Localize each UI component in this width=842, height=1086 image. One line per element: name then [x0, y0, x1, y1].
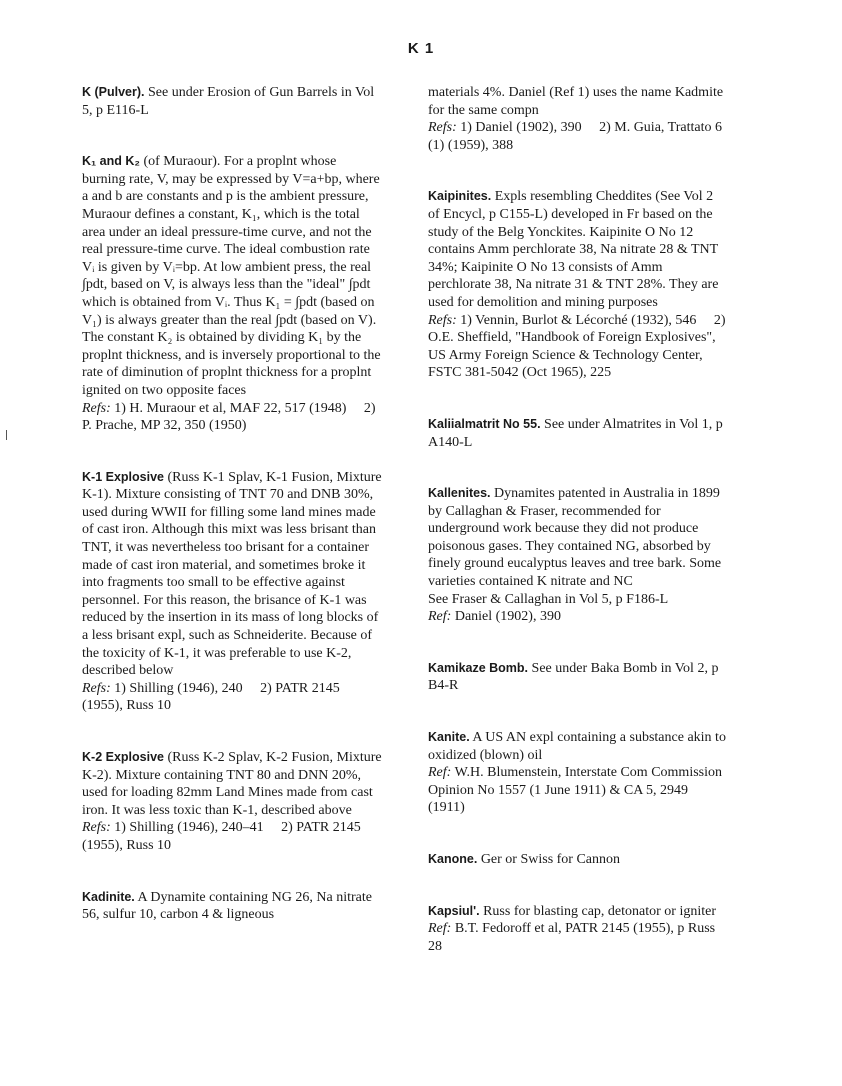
entry-body: A US AN expl containing a substance akin to oxidized (blown) oil	[428, 730, 726, 763]
entry-term: Kallenites.	[428, 486, 491, 501]
refs-label: Refs:	[428, 120, 457, 136]
refs-label: Refs:	[82, 680, 111, 696]
ref-item: 2) O.E. Sheffield, "Handbook of Foreign Explosives", US Army Foreign Science & Technology Center, FSTC 381-5042 (Oct 1965), 225	[428, 312, 726, 381]
entry-term: Kanite.	[428, 730, 470, 745]
entry-body: See under Almatrites in Vol 1, p A140-L	[428, 416, 723, 450]
entry-k-pulver	[82, 84, 382, 119]
entry-kallenites	[428, 485, 728, 626]
refs-label: Ref:	[428, 609, 452, 625]
refs-label: Ref:	[428, 921, 452, 937]
ref-item: 1) Shilling (1946), 240	[114, 680, 243, 696]
entry-kanone	[428, 851, 728, 869]
right-column	[428, 84, 728, 955]
ref-item: B.T. Fedoroff et al, PATR 2145 (1955), p Russ 28	[428, 921, 716, 954]
entry-k2-explosive	[82, 749, 382, 855]
entry-refs	[428, 920, 728, 955]
entry-body: Expls resembling Cheddites (See Vol 2 of Encycl, p C155-L) developed in Fr based on the study of the Belg Yonckites. Kaipinite O No 12 contains Amm perchlorate 38, Na nitrate 28 & TNT 34%; Kaipinite O No 13 consists of Amm perchlorate 38, Na nitrate 31 & TNT 28%. They are used for demolition and mining purposes	[428, 189, 719, 310]
refs-label: Refs:	[82, 400, 111, 416]
refs-label: Refs:	[82, 820, 111, 836]
entry-term: Kaliialmatrit No 55.	[428, 416, 541, 431]
entry-refs	[428, 764, 728, 817]
entry-body: Russ for blasting cap, detonator or igniter	[483, 903, 716, 919]
entry-body: A Dynamite containing NG 26, Na nitrate 56, sulfur 10, carbon 4 & ligneous	[82, 889, 372, 923]
entry-body: Ger or Swiss for Cannon	[480, 852, 621, 867]
entry-k1-explosive	[82, 469, 382, 715]
entry-kapsiul	[428, 903, 728, 956]
entry-kamikaze-bomb	[428, 660, 728, 695]
margin-mark	[6, 430, 7, 440]
entry-term: Kaipinites.	[428, 189, 492, 204]
ref-item: 1) H. Muraour et al, MAF 22, 517 (1948)	[114, 400, 347, 416]
entry-kaliialmatrit	[428, 416, 728, 451]
entry-see-also: See Fraser & Callaghan in Vol 5, p F186-L	[428, 591, 669, 607]
page-title: K 1	[407, 40, 435, 57]
ref-item: 1) Vennin, Burlot & Lécorché (1932), 546	[460, 312, 697, 328]
entry-kadinite	[82, 889, 382, 924]
entry-body: See under Erosion of Gun Barrels in Vol 5, p E116-L	[82, 85, 375, 118]
entry-kaipinites	[428, 188, 728, 382]
ref-item: 2) PATR 2145 (1955), Russ 10	[82, 680, 340, 714]
entry-kanite	[428, 729, 728, 817]
ref-item: W.H. Blumenstein, Interstate Com Commission Opinion No 1557 (1 June 1911) & CA 5, 2949 (1911)	[428, 765, 722, 816]
entry-body: (of Muraour). For a proplnt whose burning rate, V, may be expressed by V=a+bp, where a and b are constants and p is the ambient pressure, Muraour defines a constant, K₁, which is the total area under an ideal pressure-time curve, and not the real pressure-time curve. The ideal combustion rate Vᵢ is given by Vᵢ=bp. At low ambient press, the real ∫pdt, based on V, is always less than the "ideal" ∫pdt which is obtained from Vᵢ. Thus K₁ = ∫pdt (based on V₁) is always greater than the real ∫pdt (based on V). The constant K₂ is obtained by dividing K₁ by the proplnt thickness, and is inversely proportional to the rate of diminution of proplnt thickness for a proplnt ignited on two opposite faces	[82, 154, 381, 398]
entry-refs	[82, 819, 382, 854]
ref-item: 2) M. Guia, Trattato 6 (1) (1959), 388	[428, 120, 722, 153]
ref-item: 1) Shilling (1946), 240–41	[114, 820, 264, 836]
entry-term: K (Pulver).	[82, 85, 145, 99]
entry-term: K-2 Explosive	[82, 750, 164, 764]
entry-term: K-1 Explosive	[82, 469, 164, 484]
ref-item: 1) Daniel (1902), 390	[460, 120, 582, 136]
entry-term: Kanone.	[428, 852, 478, 866]
entry-body: (Russ K-2 Splav, K-2 Fusion, Mixture K-2). Mixture containing TNT 80 and DNN 20%, used for loading 82mm Land Mines made from cast iron. It was less toxic than K-1, described above	[82, 750, 382, 818]
entry-body: Dynamites patented in Australia in 1899 by Callaghan & Fraser, recommended for underground work because they did not produce poisonous gases. They contained NG, absorbed by finely ground eucalyptus leaves and tree bark. Some varieties contained K nitrate and NC	[428, 486, 722, 590]
entry-term: Kapsiul'.	[428, 903, 480, 918]
left-column	[82, 84, 382, 924]
ref-item: 2) PATR 2145 (1955), Russ 10	[82, 820, 361, 853]
entry-term: Kamikaze Bomb.	[428, 660, 529, 675]
entry-k1-k2	[82, 153, 382, 435]
entry-body: See under Baka Bomb in Vol 2, p B4-R	[428, 660, 719, 694]
entry-refs	[82, 400, 382, 435]
entry-refs	[428, 119, 728, 154]
refs-label: Refs:	[428, 312, 457, 328]
entry-body: materials 4%. Daniel (Ref 1) uses the name Kadmite for the same compn	[428, 85, 724, 118]
ref-item: 2) P. Prache, MP 32, 350 (1950)	[82, 400, 376, 434]
entry-refs	[428, 608, 728, 626]
refs-label: Ref:	[428, 765, 452, 781]
entry-term: K₁ and K₂	[82, 154, 140, 169]
entry-body: (Russ K-1 Splav, K-1 Fusion, Mixture K-1). Mixture consisting of TNT 70 and DNB 30%, used during WWII for filling some land mines made of cast iron. Although this mixt was less brisant than TNT, it was nevertheless too brisant for a container made of cast iron material, and sometimes broke it into fragments too small to be effective against personnel. For this reason, the brisance of K-1 was reduced by the insertion in its mass of long blocks of a less brisant expl, such as Schneiderite. Because of the toxicity of K-1, it was preferable to use K-2, described below	[82, 469, 382, 679]
ref-item: Daniel (1902), 390	[454, 609, 561, 625]
entry-refs	[82, 680, 382, 715]
entry-refs	[428, 312, 728, 382]
entry-term: Kadinite.	[82, 889, 135, 904]
entry-kadinite-continued	[428, 84, 728, 154]
